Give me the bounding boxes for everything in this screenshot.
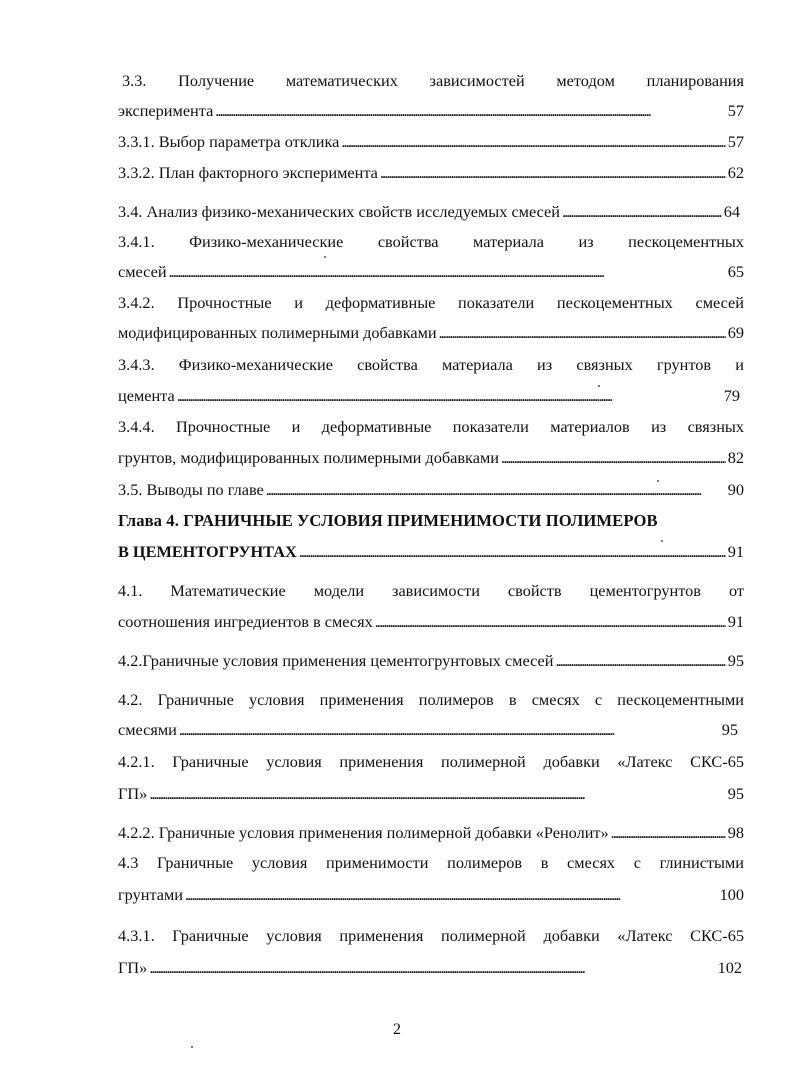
toc-entry-title: грунтами bbox=[118, 885, 184, 904]
dot-leader bbox=[611, 820, 726, 846]
toc-line: 3.3. Получение математических зависимостей методом планирования bbox=[122, 71, 744, 90]
dot-leader bbox=[169, 259, 726, 285]
toc-entry bbox=[118, 160, 744, 186]
toc-entry bbox=[118, 199, 740, 225]
toc-entry-title: соотношения ингредиентов в смесях bbox=[118, 612, 373, 631]
toc-entry-title: 4.2.Граничные условия применения цементогрунтовых смесей bbox=[118, 651, 554, 670]
toc-page-number: 95 bbox=[727, 784, 744, 803]
toc-entry bbox=[118, 539, 744, 565]
toc-entry bbox=[118, 955, 742, 981]
toc-line: 4.2. Граничные условия применения полимеров в смесях с пескоцементными bbox=[118, 690, 744, 709]
scan-speck bbox=[324, 256, 326, 258]
scan-speck bbox=[598, 385, 600, 387]
dot-leader bbox=[185, 882, 718, 908]
toc-entry-title: 4.2.2. Граничные условия применения полимерной добавки «Ренолит» bbox=[118, 823, 609, 842]
toc-entry bbox=[118, 320, 744, 346]
dot-leader bbox=[380, 160, 726, 186]
toc-page-number: 91 bbox=[727, 542, 744, 561]
toc-entry-title: смесей bbox=[118, 262, 167, 281]
toc-entry bbox=[118, 882, 744, 908]
toc-line: 4.1. Математические модели зависимости свойств цементогрунтов от bbox=[118, 581, 744, 600]
toc-line: 4.2.1. Граничные условия применения полимерной добавки «Латекс СКС-65 bbox=[118, 752, 744, 771]
toc-entry bbox=[118, 259, 744, 285]
dot-leader bbox=[215, 98, 725, 124]
toc-line: 4.3 Граничные условия применимости полимеров в смесях с глинистыми bbox=[118, 853, 744, 872]
toc-entry bbox=[118, 477, 744, 503]
toc-entry-title: ГП» bbox=[118, 958, 148, 977]
toc-entry-title: эксперимента bbox=[118, 101, 214, 120]
toc-page-number: 65 bbox=[727, 262, 744, 281]
toc-entry-title: 3.5. Выводы по главе bbox=[118, 480, 264, 499]
toc-entry bbox=[118, 609, 744, 635]
toc-page-number: 95 bbox=[721, 720, 738, 739]
toc-page-number: 100 bbox=[719, 885, 744, 904]
toc-page-number: 95 bbox=[727, 651, 744, 670]
toc-page-number: 98 bbox=[727, 823, 744, 842]
toc-entry-title: 3.4. Анализ физико-механических свойств исследуемых смесей bbox=[118, 202, 560, 221]
toc-entry bbox=[118, 383, 740, 409]
dot-leader bbox=[562, 199, 722, 225]
toc-entry bbox=[118, 781, 744, 807]
toc-entry bbox=[118, 717, 738, 743]
dot-leader bbox=[555, 648, 725, 674]
toc-line: 4.3.1. Граничные условия применения полимерной добавки «Латекс СКС-65 bbox=[118, 926, 744, 945]
dot-leader bbox=[299, 539, 726, 565]
toc-page-number: 102 bbox=[717, 958, 742, 977]
toc-entry-title: 3.3.1. Выбор параметра отклика bbox=[118, 132, 340, 151]
toc-entry bbox=[118, 648, 744, 674]
dot-leader bbox=[179, 717, 720, 743]
toc-line: 3.4.1. Физико-механические свойства материала из пескоцементных bbox=[118, 232, 744, 251]
scan-speck bbox=[661, 540, 663, 542]
toc-line: 3.4.3. Физико-механические свойства материала из связных грунтов и bbox=[118, 355, 744, 374]
dot-leader bbox=[375, 609, 726, 635]
dot-leader bbox=[149, 781, 725, 807]
dot-leader bbox=[149, 955, 715, 981]
scan-speck bbox=[191, 1046, 193, 1048]
toc-page-number: 82 bbox=[727, 448, 744, 467]
dot-leader bbox=[439, 320, 726, 346]
dot-leader bbox=[501, 445, 726, 471]
toc-entry-title: 3.3.2. План факторного эксперимента bbox=[118, 163, 378, 182]
toc-entry bbox=[118, 129, 744, 155]
toc-line: 3.4.2. Прочностные и деформативные показатели пескоцементных смесей bbox=[118, 293, 744, 312]
chapter-heading: Глава 4. ГРАНИЧНЫЕ УСЛОВИЯ ПРИМЕНИМОСТИ ПОЛИМЕРОВ bbox=[118, 511, 658, 530]
toc-page-number: 69 bbox=[727, 323, 744, 342]
toc-page-number: 57 bbox=[727, 101, 744, 120]
toc-entry bbox=[118, 445, 744, 471]
toc-entry-title: смесями bbox=[118, 720, 177, 739]
toc-entry-title: цемента bbox=[118, 386, 175, 405]
toc-page-number: 57 bbox=[727, 132, 744, 151]
toc-page-number: 62 bbox=[727, 163, 744, 182]
toc-page-number: 79 bbox=[723, 386, 740, 405]
scan-speck bbox=[657, 480, 659, 482]
toc-entry-title: модифицированных полимерными добавками bbox=[118, 323, 437, 342]
dot-leader bbox=[341, 129, 725, 155]
toc-entry bbox=[118, 98, 744, 124]
dot-leader bbox=[177, 383, 722, 409]
toc-page-number: 90 bbox=[727, 480, 744, 499]
toc-page-number: 91 bbox=[727, 612, 744, 631]
toc-entry-title: грунтов, модифицированных полимерными добавками bbox=[118, 448, 499, 467]
toc-page-number: 64 bbox=[723, 202, 740, 221]
toc-line: 3.4.4. Прочностные и деформативные показатели материалов из связных bbox=[118, 417, 744, 436]
toc-entry-title: В ЦЕМЕНТОГРУНТАХ bbox=[118, 542, 297, 561]
toc-entry bbox=[118, 820, 744, 846]
page-number: 2 bbox=[393, 1021, 401, 1038]
toc-entry-title: ГП» bbox=[118, 784, 148, 803]
